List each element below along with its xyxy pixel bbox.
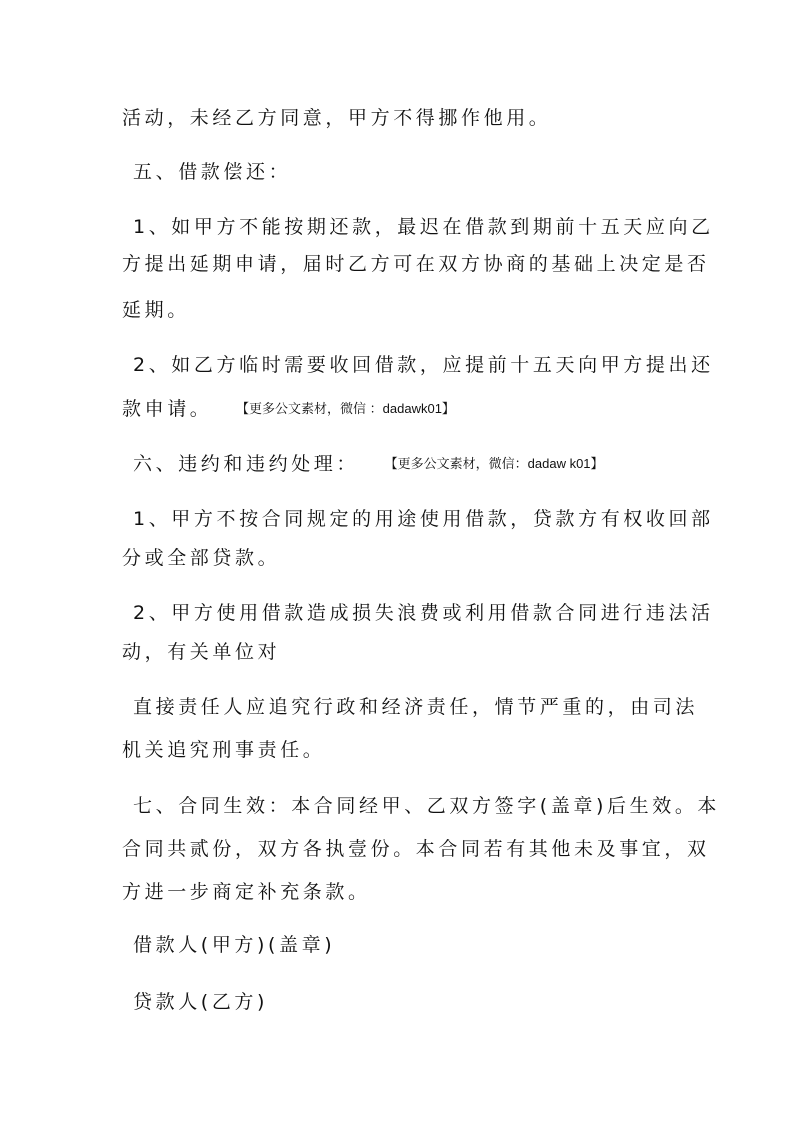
section-heading-repayment: 五、借款偿还： — [133, 161, 292, 183]
text-line: 方提出延期申请，届时乙方可在双方协商的基础上决定是否 — [122, 253, 710, 275]
text-line: 2、甲方使用借款造成损失浪费或利用借款合同进行违法活 — [133, 602, 714, 624]
text-segment: 款申请。 — [122, 398, 213, 420]
text-line: 动，有关单位对 — [122, 641, 281, 663]
text-line: 延期。 — [122, 299, 190, 321]
text-line: 机关追究刑事责任。 — [122, 739, 326, 761]
lender-signature-label: 贷款人(乙方) — [133, 991, 269, 1013]
text-line: 1、如甲方不能按期还款，最迟在借款到期前十五天应向乙 — [133, 216, 714, 238]
section-heading-breach-line — [133, 452, 604, 476]
text-line: 1、甲方不按合同规定的用途使用借款，贷款方有权收回部 — [133, 508, 714, 530]
section-heading-breach: 六、违约和违约处理： — [133, 453, 360, 475]
borrower-signature-label: 借款人(甲方)(盖章) — [133, 934, 336, 956]
text-line: 直接责任人应追究行政和经济责任，情节严重的，由司法 — [133, 696, 699, 718]
text-line-with-note — [122, 397, 455, 421]
promo-note: 【更多公文素材，微信 ：dadawk01】 — [236, 401, 455, 416]
text-line: 合同共贰份，双方各执壹份。本合同若有其他未及事宜，双 — [122, 838, 710, 860]
text-line: 2、如乙方临时需要收回借款，应提前十五天向甲方提出还 — [133, 354, 714, 376]
text-line: 方进一步商定补充条款。 — [122, 881, 371, 903]
text-line: 分或全部贷款。 — [122, 547, 281, 569]
section-heading-effect: 七、合同生效：本合同经甲、乙双方签字(盖章)后生效。本 — [133, 795, 721, 817]
text-line: 活动，未经乙方同意，甲方不得挪作他用。 — [122, 107, 552, 129]
promo-note: 【更多公文素材，微信：dadaw k01】 — [384, 456, 604, 471]
